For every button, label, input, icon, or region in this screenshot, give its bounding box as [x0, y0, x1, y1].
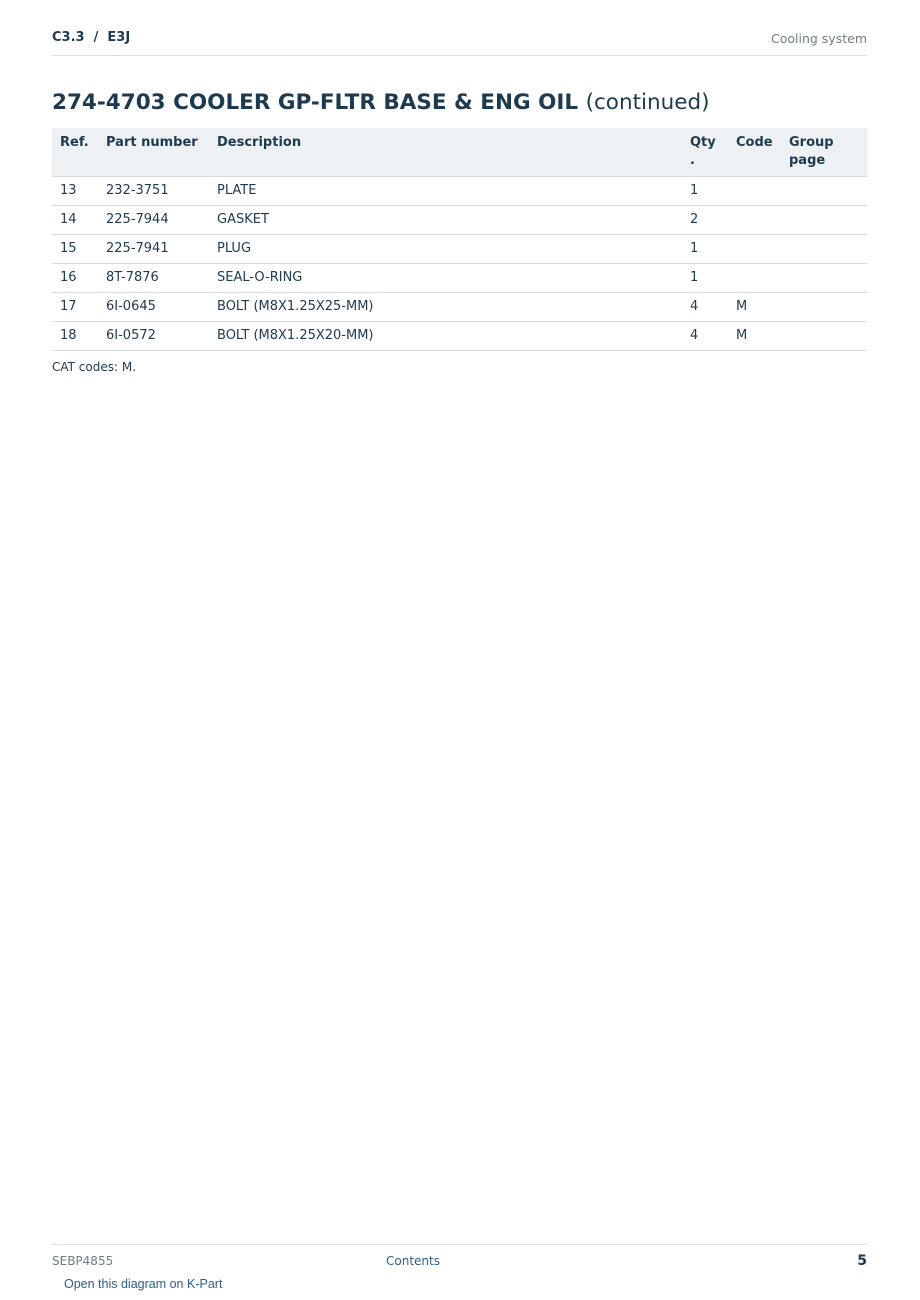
cell-group-page — [781, 321, 867, 350]
page-header — [52, 27, 867, 56]
cell-description: GASKET — [209, 205, 682, 234]
cell-qty: 4 — [682, 292, 728, 321]
page-title — [52, 89, 710, 117]
cell-description: PLUG — [209, 234, 682, 263]
cell-group-page — [781, 292, 867, 321]
cell-code: M — [728, 292, 781, 321]
cell-part-number: 225-7944 — [98, 205, 209, 234]
cell-qty: 1 — [682, 234, 728, 263]
cell-description: BOLT (M8X1.25X25-MM) — [209, 292, 682, 321]
table-header-row — [52, 128, 867, 176]
document-code: SEBP4855 — [52, 1254, 114, 1268]
cell-ref: 15 — [52, 234, 98, 263]
page-footer — [52, 1244, 867, 1295]
section-label: Cooling system — [771, 31, 867, 46]
cell-part-number: 6I-0645 — [98, 292, 209, 321]
header-qty: Qty . — [682, 128, 728, 176]
header-description: Description — [209, 128, 682, 176]
cell-part-number: 8T-7876 — [98, 263, 209, 292]
cell-part-number: 232-3751 — [98, 176, 209, 205]
cell-qty: 1 — [682, 176, 728, 205]
table-row — [52, 234, 867, 263]
cat-codes-note: CAT codes: M. — [52, 360, 137, 374]
cell-group-page — [781, 234, 867, 263]
cell-code — [728, 234, 781, 263]
cell-code — [728, 205, 781, 234]
cell-qty: 4 — [682, 321, 728, 350]
header-part-number: Part number — [98, 128, 209, 176]
continued-label: (continued) — [585, 90, 710, 115]
table-row — [52, 205, 867, 234]
cell-ref: 16 — [52, 263, 98, 292]
cell-ref: 13 — [52, 176, 98, 205]
table-row — [52, 321, 867, 350]
cell-group-page — [781, 263, 867, 292]
cell-ref: 17 — [52, 292, 98, 321]
cell-part-number: 6I-0572 — [98, 321, 209, 350]
page-number: 5 — [857, 1253, 867, 1269]
header-group-page: Group page — [781, 128, 867, 176]
cell-part-number: 225-7941 — [98, 234, 209, 263]
model-label: C3.3 / E3J — [52, 30, 131, 45]
cell-description: SEAL-O-RING — [209, 263, 682, 292]
parts-table — [52, 128, 867, 351]
open-kpart-link[interactable]: Open this diagram on K-Part — [64, 1277, 223, 1291]
cell-code: M — [728, 321, 781, 350]
cell-qty: 2 — [682, 205, 728, 234]
cell-code — [728, 263, 781, 292]
cell-description: BOLT (M8X1.25X20-MM) — [209, 321, 682, 350]
table-row — [52, 176, 867, 205]
table-row — [52, 263, 867, 292]
cell-ref: 18 — [52, 321, 98, 350]
contents-link[interactable]: Contents — [386, 1254, 440, 1268]
cell-group-page — [781, 205, 867, 234]
cell-group-page — [781, 176, 867, 205]
group-title: 274-4703 COOLER GP-FLTR BASE & ENG OIL — [52, 90, 579, 115]
cell-description: PLATE — [209, 176, 682, 205]
cell-code — [728, 176, 781, 205]
header-code: Code — [728, 128, 781, 176]
cell-ref: 14 — [52, 205, 98, 234]
cell-qty: 1 — [682, 263, 728, 292]
header-ref: Ref. — [52, 128, 98, 176]
table-row — [52, 292, 867, 321]
